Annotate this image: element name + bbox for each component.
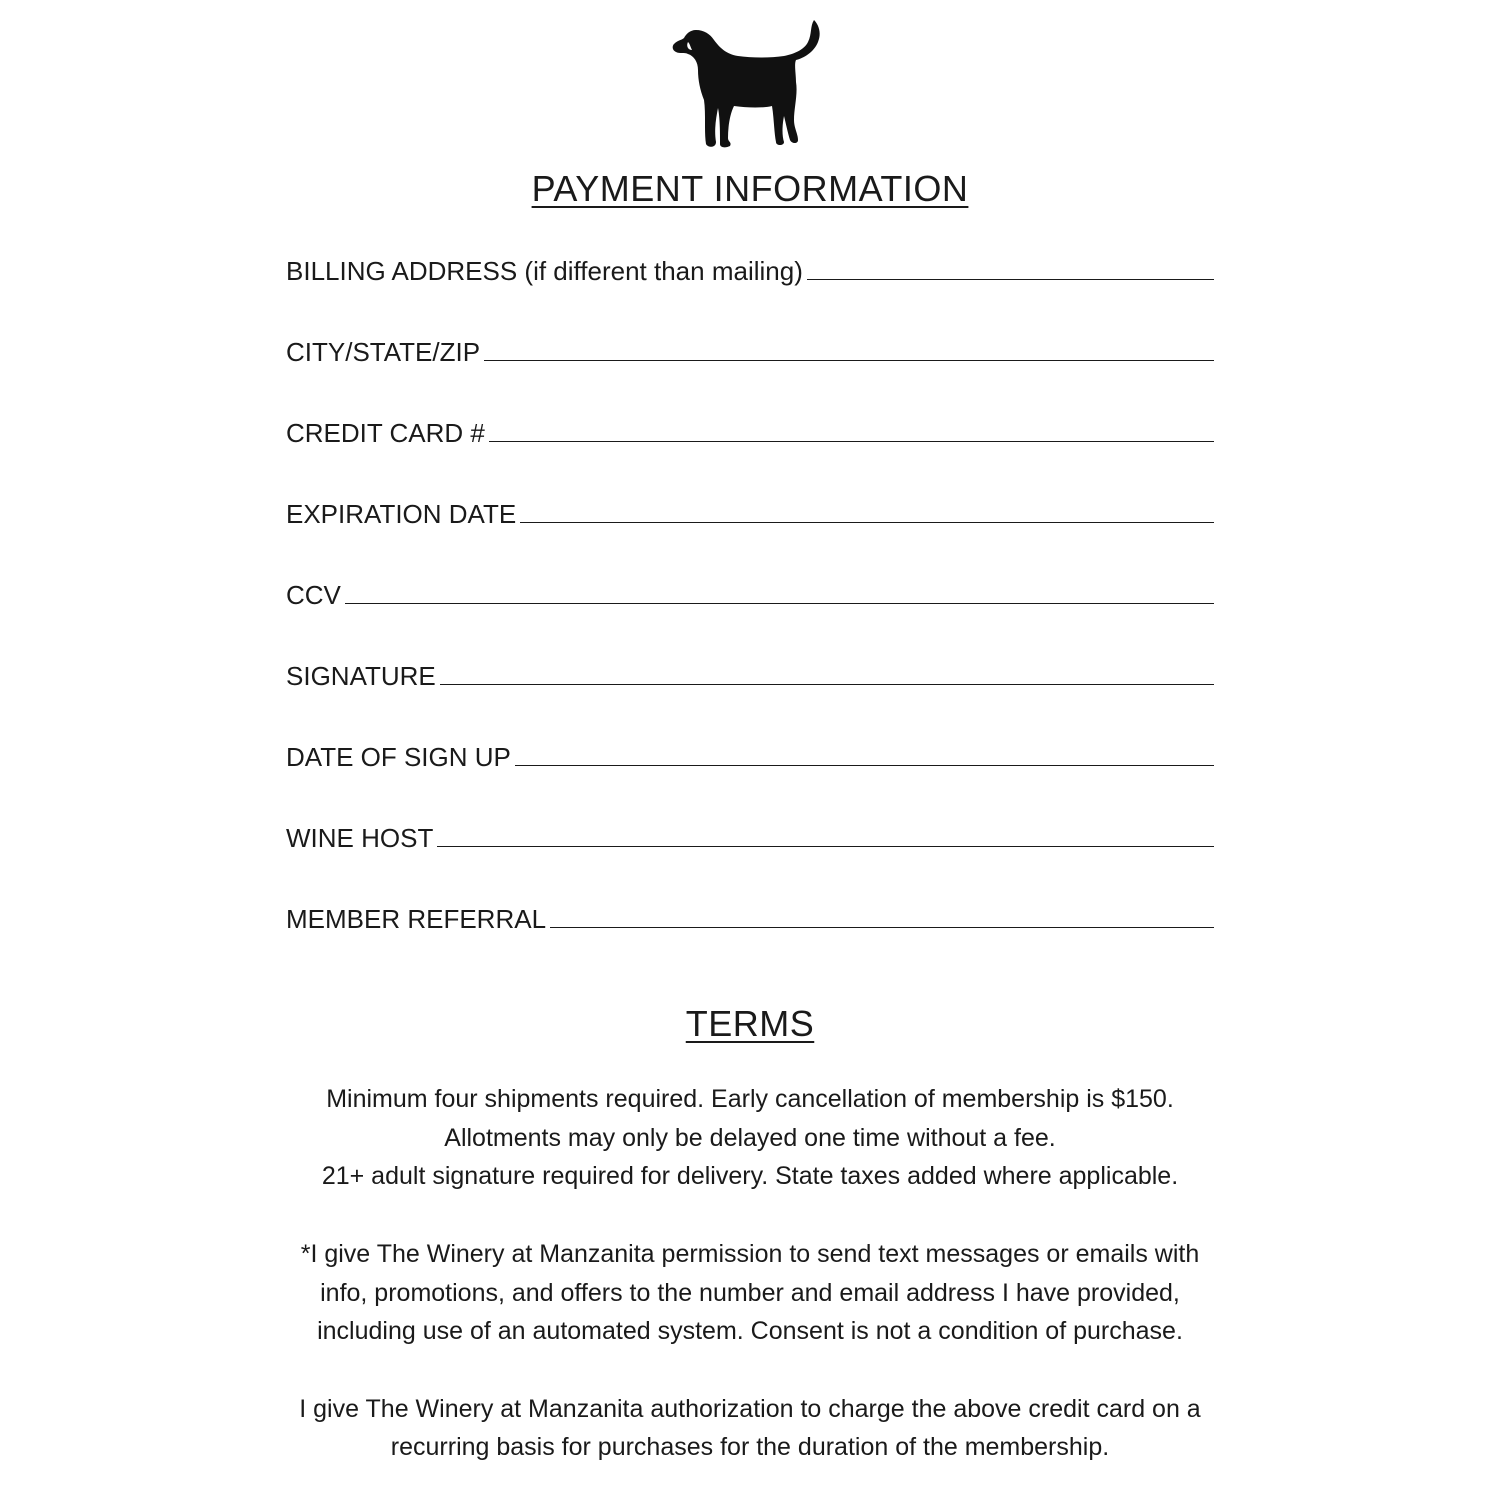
fill-in-line[interactable] bbox=[484, 360, 1214, 361]
field-label: DATE OF SIGN UP bbox=[286, 742, 511, 772]
terms-line: Minimum four shipments required. Early cancellation of membership is $150. bbox=[326, 1085, 1174, 1113]
fill-in-line[interactable] bbox=[520, 522, 1214, 523]
dog-silhouette-icon bbox=[668, 18, 828, 150]
terms-line: *I give The Winery at Manzanita permission to send text messages or emails with bbox=[300, 1239, 1200, 1268]
fill-in-line[interactable] bbox=[437, 846, 1214, 847]
terms-paragraph-authorization bbox=[250, 1390, 1250, 1467]
terms-title: TERMS bbox=[685, 1003, 815, 1044]
fill-in-line[interactable] bbox=[807, 279, 1214, 280]
field-label: MEMBER REFERRAL bbox=[286, 904, 547, 934]
field-label: CREDIT CARD # bbox=[286, 418, 485, 448]
terms-line: Allotments may only be delayed one time without a fee. bbox=[444, 1123, 1056, 1152]
terms-line: 21+ adult signature required for delivery. State taxes added where applicable. bbox=[321, 1162, 1179, 1191]
payment-information-title: PAYMENT INFORMATION bbox=[531, 168, 969, 209]
terms-line: including use of an automated system. Consent is not a condition of purchase. bbox=[317, 1317, 1183, 1346]
date-of-sign-up-field[interactable] bbox=[286, 730, 1214, 770]
field-label: CITY/STATE/ZIP bbox=[286, 337, 481, 367]
ccv-field[interactable] bbox=[286, 568, 1214, 608]
billing-address-field[interactable] bbox=[286, 244, 1214, 284]
city-state-zip-field[interactable] bbox=[286, 325, 1214, 365]
terms-line: I give The Winery at Manzanita authorization to charge the above credit card on a bbox=[299, 1394, 1201, 1423]
terms-line: info, promotions, and offers to the number and email address I have provided, bbox=[320, 1278, 1180, 1307]
terms-paragraph-consent bbox=[250, 1235, 1250, 1351]
field-label: BILLING ADDRESS (if different than mailing) bbox=[286, 256, 803, 286]
credit-card-field[interactable] bbox=[286, 406, 1214, 446]
field-label: EXPIRATION DATE bbox=[286, 499, 517, 529]
payment-fields bbox=[286, 244, 1214, 973]
field-label: SIGNATURE bbox=[286, 661, 436, 691]
terms-paragraph-shipments bbox=[250, 1080, 1250, 1196]
wine-host-field[interactable] bbox=[286, 811, 1214, 851]
terms-text bbox=[250, 1080, 1250, 1506]
fill-in-line[interactable] bbox=[440, 684, 1214, 685]
fill-in-line[interactable] bbox=[489, 441, 1214, 442]
terms-line: recurring basis for purchases for the duration of the membership. bbox=[390, 1433, 1110, 1462]
field-label: CCV bbox=[286, 580, 341, 610]
expiration-date-field[interactable] bbox=[286, 487, 1214, 527]
fill-in-line[interactable] bbox=[550, 927, 1214, 928]
field-label: WINE HOST bbox=[286, 823, 434, 853]
fill-in-line[interactable] bbox=[345, 603, 1214, 604]
fill-in-line[interactable] bbox=[515, 765, 1214, 766]
signature-field[interactable] bbox=[286, 649, 1214, 689]
member-referral-field[interactable] bbox=[286, 892, 1214, 932]
